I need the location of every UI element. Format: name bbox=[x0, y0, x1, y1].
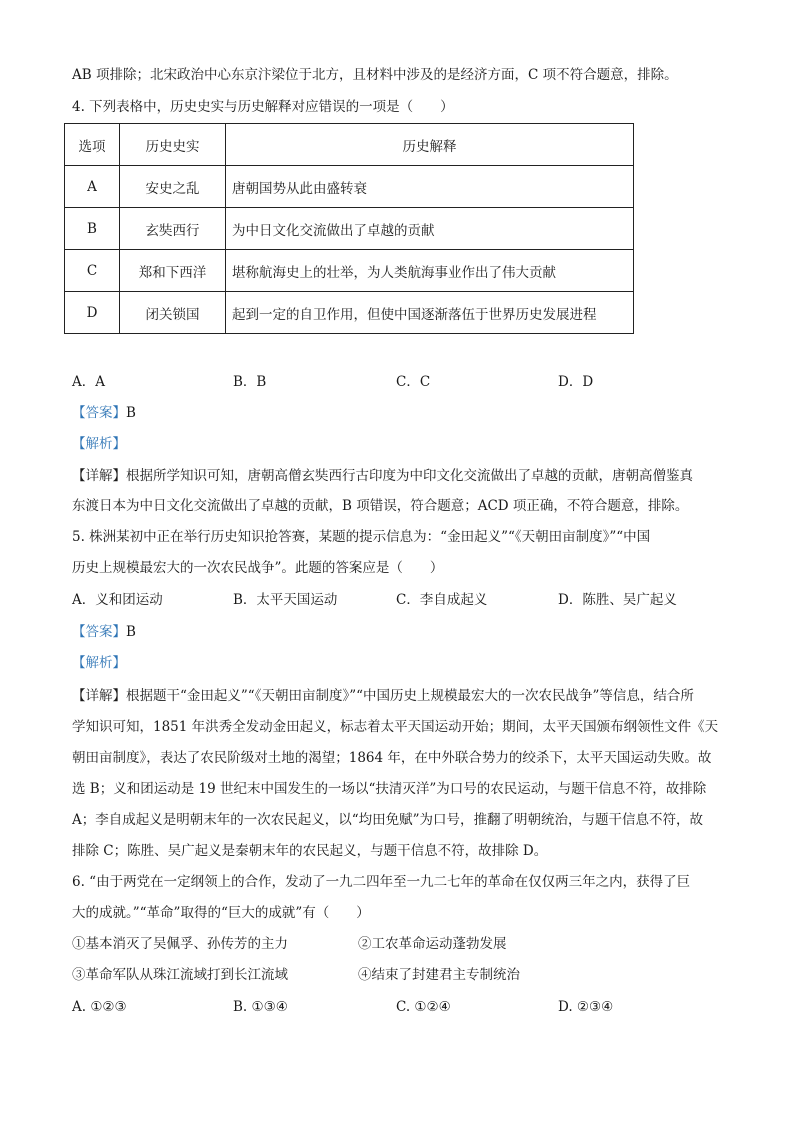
q6-option-a: A. ①②③ bbox=[72, 999, 127, 1015]
q6-item-3: ③革命军队从珠江流域打到长江流域 bbox=[72, 967, 288, 983]
answer-value: B bbox=[126, 405, 136, 421]
q6-stem: 6. “由于两党在一定纲领上的合作，发动了一九二四年至一九二七年的革命在仅仅两三年之内，获得了巨 bbox=[72, 874, 691, 890]
q5-stem: 历史上规模最宏大的一次农民战争”。此题的答案应是（ ） bbox=[72, 560, 444, 576]
table-cell: 起到一定的自卫作用，但使中国逐渐落伍于世界历史发展进程 bbox=[226, 292, 634, 334]
detail-tag: 【详解】 bbox=[72, 688, 126, 704]
answer-tag: 【答案】 bbox=[72, 624, 126, 640]
q6-item-2: ②工农革命运动蓬勃发展 bbox=[358, 936, 507, 952]
table-row bbox=[65, 208, 634, 250]
q5-detail-line: 朝田亩制度》，表达了农民阶级对土地的渴望；1864 年，在中外联合势力的绞杀下，太平天国运动失败。故 bbox=[72, 750, 712, 766]
q5-option-d: D．陈胜、吴广起义 bbox=[558, 592, 677, 608]
q5-detail-line: 选 B；义和团运动是 19 世纪末中国发生的一场以“扶清灭洋”为口号的农民运动，与题干信息不符，故排除 bbox=[72, 781, 707, 797]
q4-table bbox=[64, 123, 634, 334]
q4-option-a: A．A bbox=[72, 374, 105, 390]
q6-item-1: ①基本消灭了吴佩孚、孙传芳的主力 bbox=[72, 936, 288, 952]
table-cell: A bbox=[65, 166, 120, 208]
table-cell: 安史之乱 bbox=[120, 166, 226, 208]
q4-option-d: D．D bbox=[558, 374, 594, 390]
table-cell: 唐朝国势从此由盛转衰 bbox=[226, 166, 634, 208]
q4-option-b: B．B bbox=[233, 374, 267, 390]
q4-stem: 4. 下列表格中，历史史实与历史解释对应错误的一项是（ ） bbox=[72, 99, 454, 115]
q5-option-b: B．太平天国运动 bbox=[233, 592, 338, 608]
q6-option-b: B. ①③④ bbox=[233, 999, 288, 1015]
table-cell: D bbox=[65, 292, 120, 334]
q5-analysis-tag: 【解析】 bbox=[72, 655, 126, 671]
q4-answer bbox=[72, 403, 136, 423]
q5-detail-line: 排除 C；陈胜、吴广起义是秦朝末年的农民起义，与题干信息不符，故排除 D。 bbox=[72, 843, 548, 859]
q5-option-c: C．李自成起义 bbox=[396, 592, 488, 608]
table-row bbox=[65, 166, 634, 208]
table-header-cell: 选项 bbox=[65, 124, 120, 166]
q4-analysis-tag: 【解析】 bbox=[72, 436, 126, 452]
table-cell: 闭关锁国 bbox=[120, 292, 226, 334]
table-cell: C bbox=[65, 250, 120, 292]
q4-detail-line: 东渡日本为中日文化交流做出了卓越的贡献，B 项错误，符合题意；ACD 项正确，不符合题意，排除。 bbox=[72, 498, 689, 514]
table-header-cell: 历史史实 bbox=[120, 124, 226, 166]
table-cell: 郑和下西洋 bbox=[120, 250, 226, 292]
detail-text: 根据所学知识可知，唐朝高僧玄奘西行古印度为中印文化交流做出了卓越的贡献，唐朝高僧鉴真 bbox=[126, 468, 693, 484]
answer-value: B bbox=[126, 624, 136, 640]
q4-option-c: C．C bbox=[396, 374, 431, 390]
table-header-cell: 历史解释 bbox=[226, 124, 634, 166]
table-cell: 堪称航海史上的壮举，为人类航海事业作出了伟大贡献 bbox=[226, 250, 634, 292]
table-row bbox=[65, 250, 634, 292]
q5-detail-line bbox=[72, 686, 694, 706]
q6-stem: 大的成就。”“革命”取得的“巨大的成就”有（ ） bbox=[72, 905, 370, 921]
q5-answer bbox=[72, 622, 136, 642]
table-cell: B bbox=[65, 208, 120, 250]
q5-option-a: A．义和团运动 bbox=[72, 592, 163, 608]
q3-tail-text: AB 项排除；北宋政治中心东京汴梁位于北方，且材料中涉及的是经济方面，C 项不符合题意，排除。 bbox=[72, 67, 678, 83]
q4-detail-line bbox=[72, 466, 693, 486]
q5-detail-line: 学知识可知，1851 年洪秀全发动金田起义，标志着太平天国运动开始；期间，太平天国颁布纲领性文件《天 bbox=[72, 719, 719, 735]
table-header-row bbox=[65, 124, 634, 166]
table-cell: 为中日文化交流做出了卓越的贡献 bbox=[226, 208, 634, 250]
table-row bbox=[65, 292, 634, 334]
detail-tag: 【详解】 bbox=[72, 468, 126, 484]
q6-option-d: D. ②③④ bbox=[558, 999, 614, 1015]
q6-item-4: ④结束了封建君主专制统治 bbox=[358, 967, 520, 983]
q5-detail-line: A；李自成起义是明朝末年的一次农民起义，以“均田免赋”为口号，推翻了明朝统治，与题干信息不符，故 bbox=[72, 812, 704, 828]
detail-text: 根据题干“金田起义”“《天朝田亩制度》”“中国历史上规模最宏大的一次农民战争”等信息，结合所 bbox=[126, 688, 694, 704]
table-cell: 玄奘西行 bbox=[120, 208, 226, 250]
answer-tag: 【答案】 bbox=[72, 405, 126, 421]
q5-stem: 5. 株洲某初中正在举行历史知识抢答赛，某题的提示信息为：“金田起义”“《天朝田亩制度》”“中国 bbox=[72, 529, 651, 545]
q6-option-c: C. ①②④ bbox=[396, 999, 451, 1015]
